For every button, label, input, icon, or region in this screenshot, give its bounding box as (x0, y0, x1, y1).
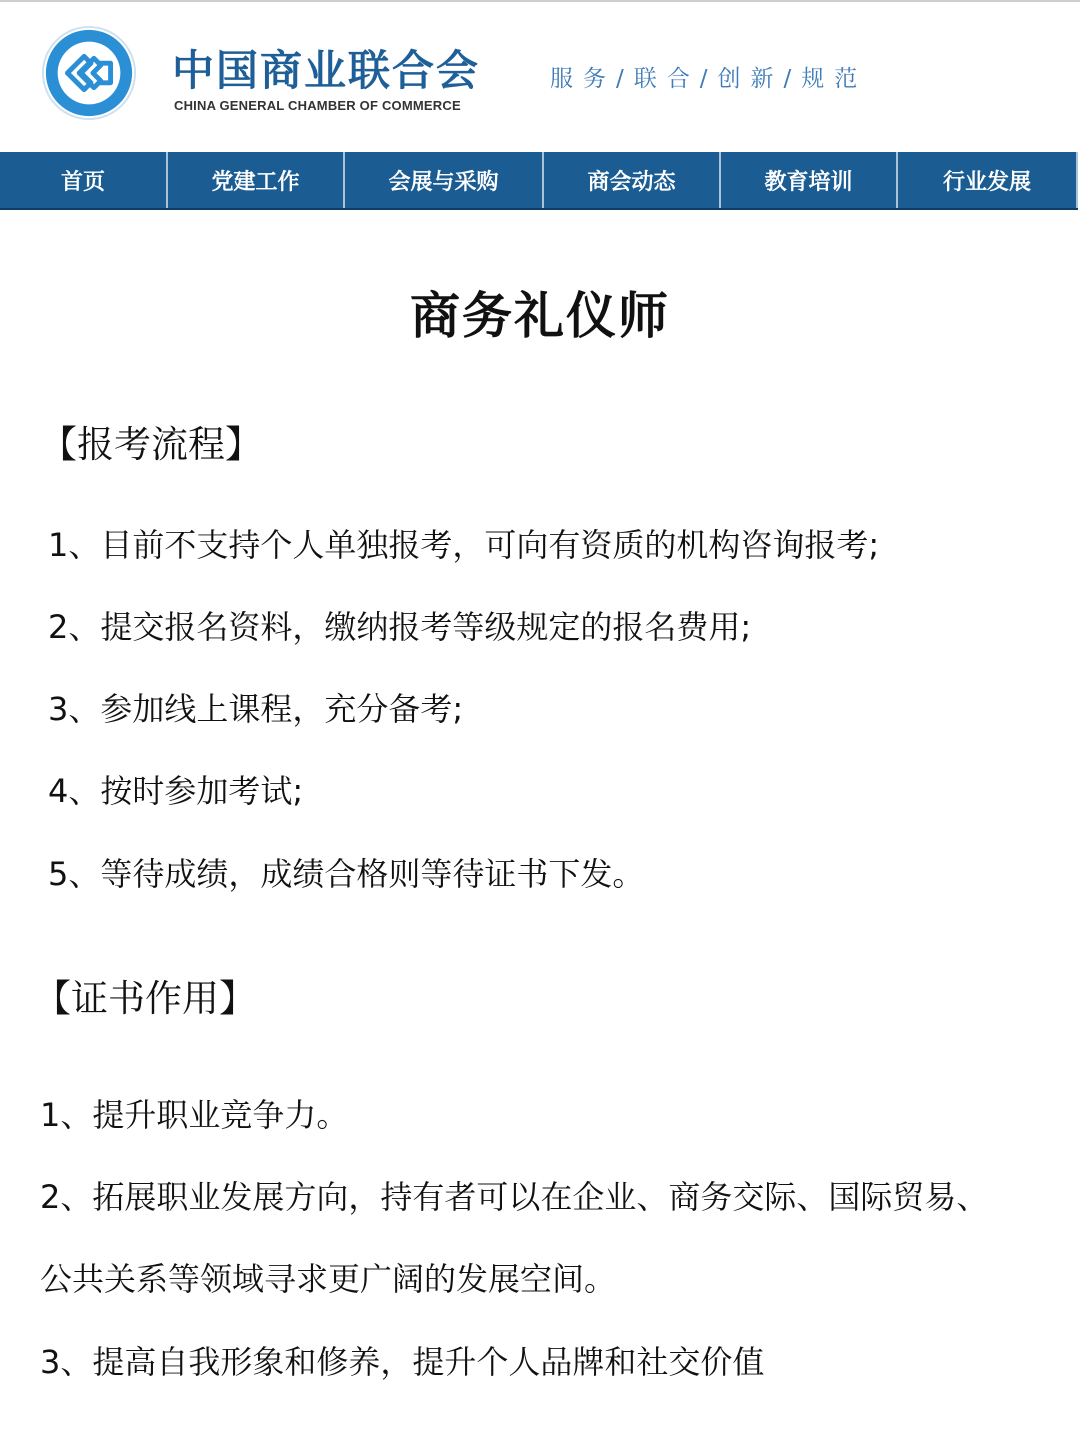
cgcc-logo-icon[interactable] (40, 24, 138, 122)
benefit-item-continuation: 公共关系等领域寻求更广阔的发展空间。 (40, 1260, 617, 1298)
nav-item-industry-development[interactable]: 行业发展 (898, 152, 1078, 208)
process-step: 5、等待成绩，成绩合格则等待证书下发。 (48, 855, 645, 893)
page-title: 商务礼仪师 (410, 287, 670, 345)
nav-item-chamber-news[interactable]: 商会动态 (544, 152, 721, 208)
process-step: 1、目前不支持个人单独报考，可向有资质的机构咨询报考; (48, 526, 880, 564)
org-name[interactable]: 中国商业联合会 (172, 46, 481, 95)
site-header (0, 0, 1080, 152)
org-name-english: CHINA GENERAL CHAMBER OF COMMERCE (174, 98, 461, 113)
benefit-item: 2、拓展职业发展方向，持有者可以在企业、商务交际、国际贸易、 (40, 1178, 989, 1216)
process-step: 3、参加线上课程，充分备考; (48, 690, 464, 728)
header-slogan: 服务/联合/创新/规范 (550, 66, 868, 92)
benefit-item: 1、提升职业竞争力。 (40, 1096, 349, 1134)
nav-item-education-training[interactable]: 教育培训 (721, 152, 898, 208)
process-step: 4、按时参加考试; (48, 772, 304, 810)
benefit-item: 3、提高自我形象和修养，提升个人品牌和社交价值 (40, 1343, 765, 1381)
section-heading-certificate-benefits: 【证书作用】 (34, 977, 256, 1020)
nav-item-home[interactable]: 首页 (0, 152, 168, 208)
process-step: 2、提交报名资料，缴纳报考等级规定的报名费用; (48, 608, 752, 646)
section-heading-application-process: 【报考流程】 (40, 423, 262, 466)
nav-item-exhibition-procurement[interactable]: 会展与采购 (345, 152, 544, 208)
main-nav (0, 152, 1078, 210)
nav-item-party-building[interactable]: 党建工作 (168, 152, 345, 208)
